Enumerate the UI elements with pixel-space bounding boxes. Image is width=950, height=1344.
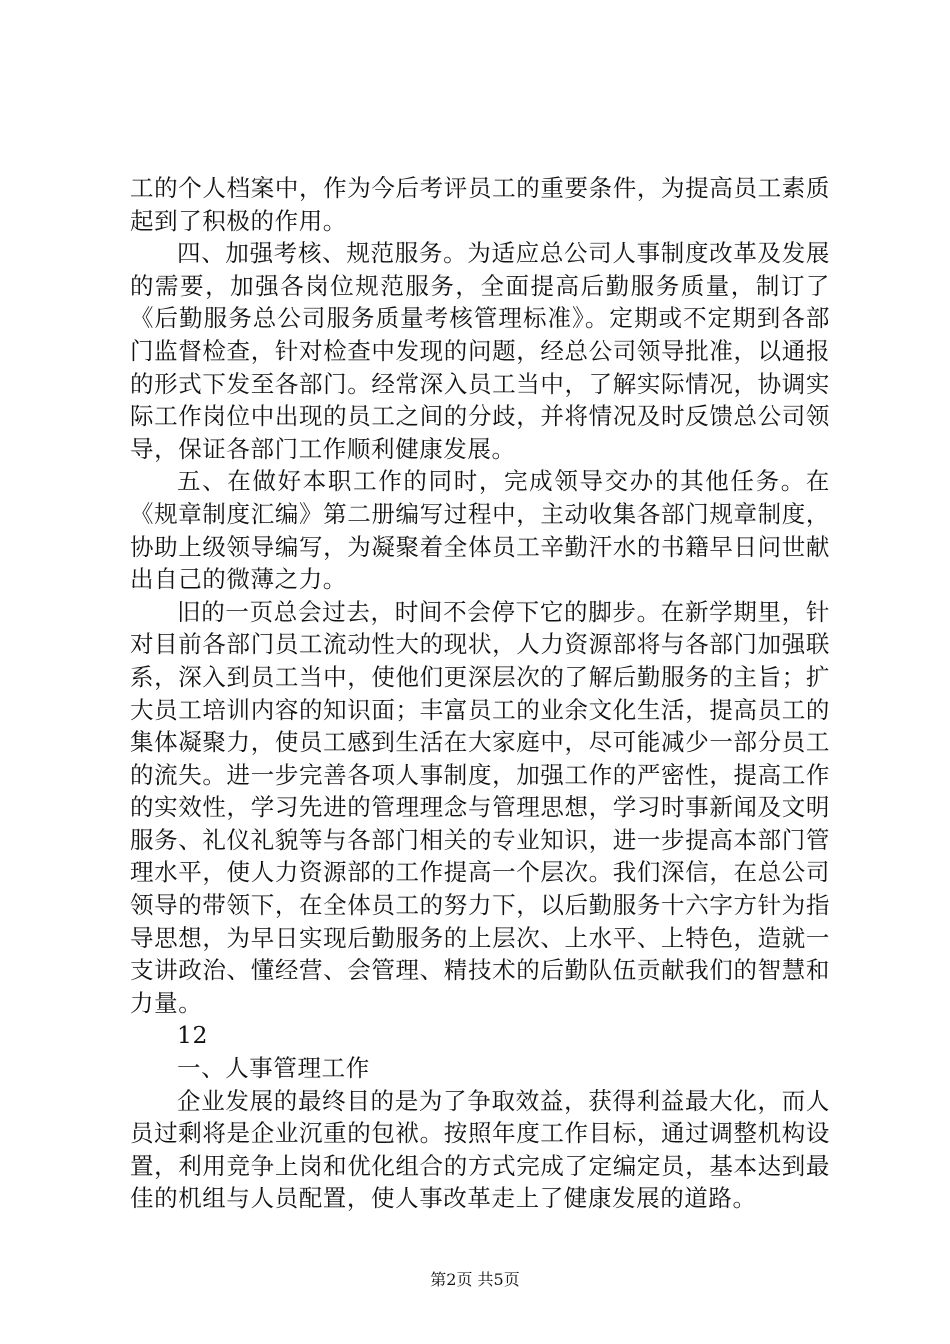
section-heading-personnel: 一、人事管理工作 [177,1054,370,1083]
paragraph-section-four: 四、加强考核、规范服务。为适应总公司人事制度改革及发展的需要，加强各岗位规范服务，全面提高后勤服务质量，制订了《后勤服务总公司服务质量考核管理标准》。定期或不定期到各部门监督检查，针对检查中发现的问题，经总公司领导批准，以通报的形式下发至各部门。经常深入员工当中，了解实际情况，协调实际工作岗位中出现的员工之间的分歧，并将情况及时反馈总公司领导，保证各部门工作顺利健康发展。 [130,239,830,463]
document-body [130,172,830,1215]
paragraph-outlook: 旧的一页总会过去，时间不会停下它的脚步。在新学期里，针对目前各部门员工流动性大的现状，人力资源部将与各部门加强联系，深入到员工当中，使他们更深层次的了解后勤服务的主旨；扩大员工培训内容的知识面；丰富员工的业余文化生活，提高员工的集体凝聚力，使员工感到生活在大家庭中，尽可能减少一部分员工的流失。进一步完善各项人事制度，加强工作的严密性，提高工作的实效性，学习先进的管理理念与管理思想，学习时事新闻及文明服务、礼仪礼貌等与各部门相关的专业知识，进一步提高本部门管理水平，使人力资源部的工作提高一个层次。我们深信，在总公司领导的带领下，在全体员工的努力下，以后勤服务十六字方针为指导思想，为早日实现后勤服务的上层次、上水平、上特色，造就一支讲政治、懂经营、会管理、精技术的后勤队伍贡献我们的智慧和力量。 [130,597,830,1017]
paragraph-personnel: 企业发展的最终目的是为了争取效益，获得利益最大化，而人员过剩将是企业沉重的包袱。按照年度工作目标，通过调整机构设置，利用竞争上岗和优化组合的方式完成了定编定员，基本达到最佳的机组与人员配置，使人事改革走上了健康发展的道路。 [130,1086,830,1213]
paragraph-continuation: 工的个人档案中，作为今后考评员工的重要条件，为提高员工素质起到了积极的作用。 [130,174,830,235]
page-footer: 第2页 共5页 [430,1270,520,1289]
paragraph-number: 12 [177,1021,209,1050]
paragraph-section-five: 五、在做好本职工作的同时，完成领导交办的其他任务。在《规章制度汇编》第二册编写过程中，主动收集各部门规章制度，协助上级领导编写，为凝聚着全体员工辛勤汗水的书籍早日问世献出自己的微薄之力。 [130,467,830,594]
